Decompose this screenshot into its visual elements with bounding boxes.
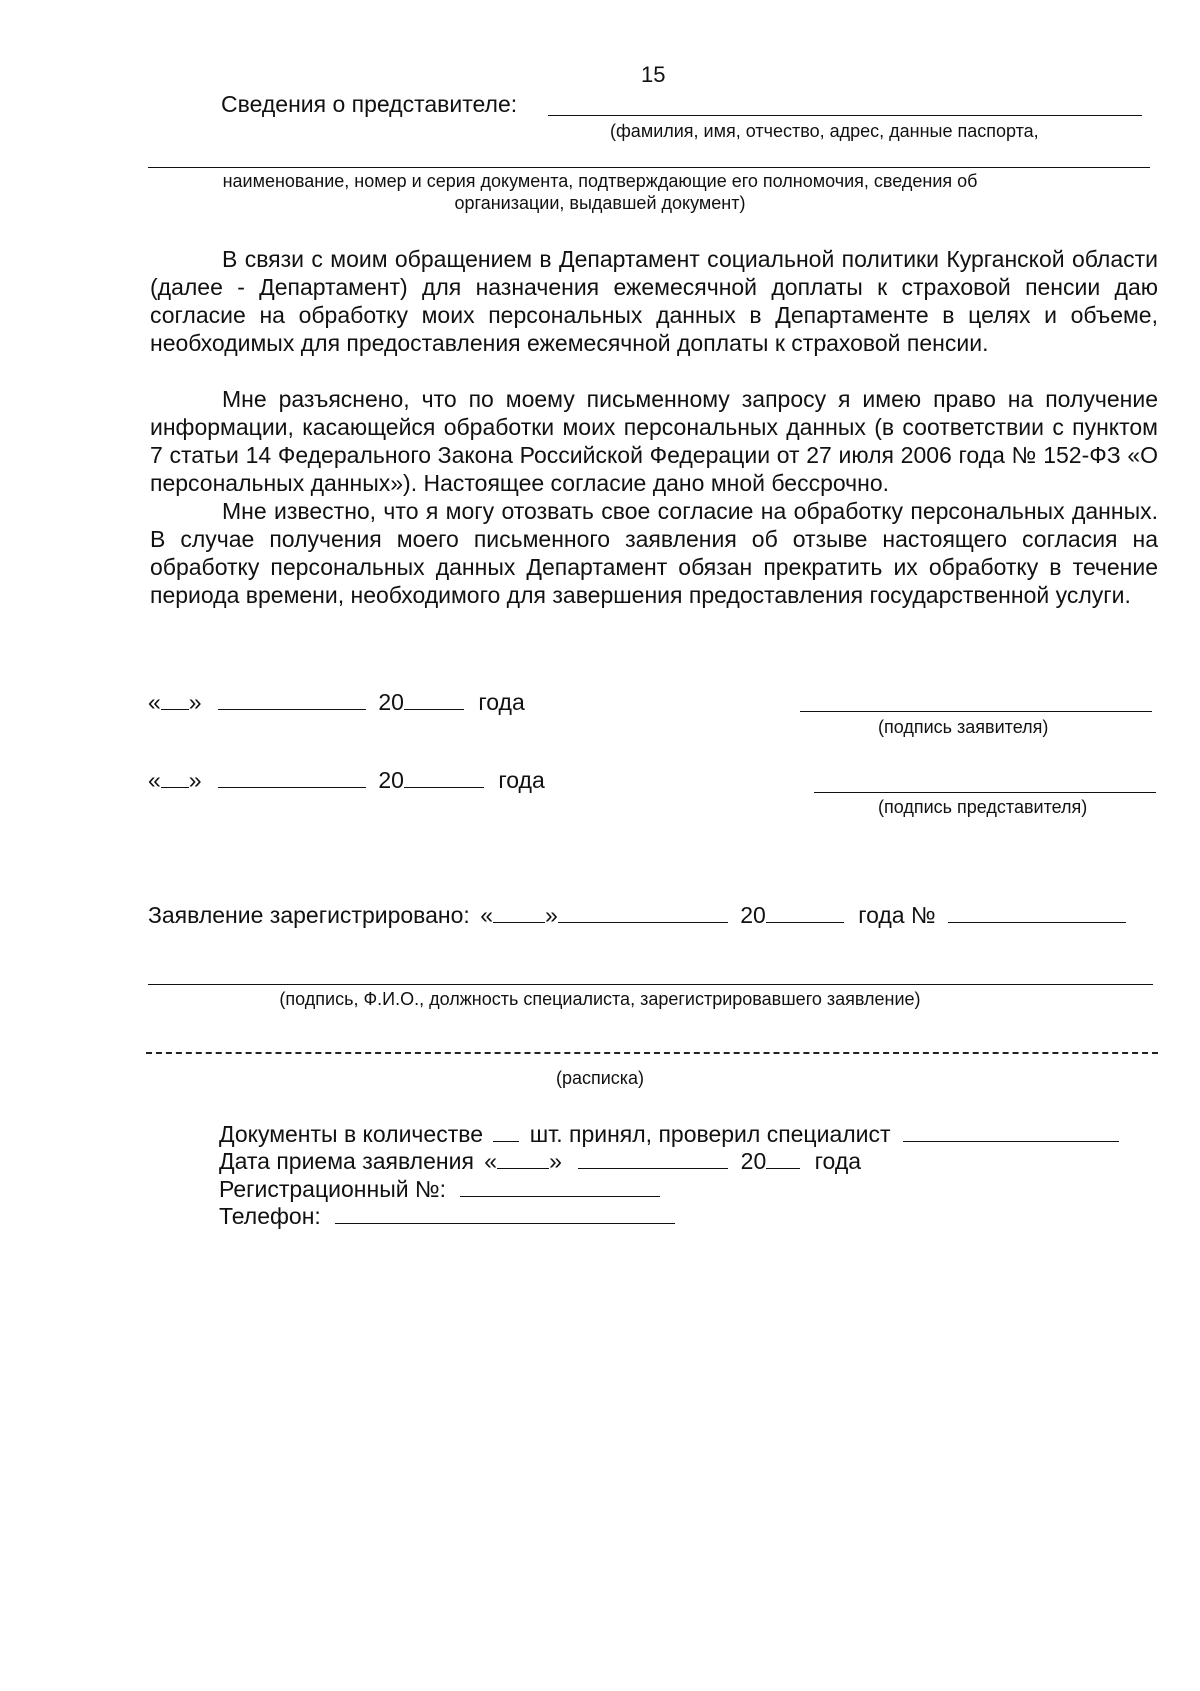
year-prefix: 20: [740, 1148, 767, 1174]
receipt-phone-row: [219, 1203, 675, 1230]
consent-paragraph-1: В связи с моим обращением в Департамент социальной политики Курганской области (далее - Департамент) для назначения ежемесячной доплаты к страховой пенсии даю согласие на обработку моих персональных данных в Департаменте в целях и объеме, необходимых для предоставления ежемесячной доплаты к страховой пенсии.: [150, 246, 1158, 356]
year-word: года: [814, 1148, 862, 1174]
representative-signature-line[interactable]: [814, 792, 1156, 793]
year-prefix: 20: [378, 689, 404, 715]
phone-field[interactable]: [335, 1222, 675, 1224]
representative-date-row: [148, 767, 545, 794]
applicant-date-row: [148, 689, 525, 716]
specialist-signature-line[interactable]: [148, 984, 1153, 985]
reg-number-field[interactable]: [948, 921, 1126, 923]
quote-close: »: [545, 902, 558, 928]
specialist-field[interactable]: [903, 1140, 1119, 1142]
registration-label: Заявление зарегистрировано:: [148, 902, 470, 928]
receipt-title: (расписка): [555, 1068, 645, 1088]
reg-month-field[interactable]: [558, 921, 728, 923]
applicant-signature-line[interactable]: [800, 711, 1152, 712]
registration-row: [148, 902, 1126, 929]
month-field[interactable]: [218, 786, 366, 788]
consent-paragraph-2: Мне разъяснено, что по моему письменному запросу я имею право на получение информации, касающейся обработки моих персональных данных (в соответствии с пунктом 7 статьи 14 Федерального Закона Российской Федерации от 27 июля 2006 года № 152-ФЗ «О персональных данных»). Настоящее согласие дано мной бессрочно.: [150, 386, 1158, 496]
cut-line: [146, 1052, 1158, 1054]
docs-prefix: Документы в количестве: [219, 1121, 483, 1147]
year-number-word: года №: [858, 902, 936, 928]
quote-close: »: [188, 689, 202, 715]
quote-open: «: [148, 689, 161, 715]
year-prefix: 20: [378, 767, 404, 793]
consent-paragraph-3: Мне известно, что я могу отозвать свое согласие на обработку персональных данных. В случае получения моего письменного заявления об отзыве настоящего согласия на обработку персональных данных Департамент обязан прекратить их обработку в течение периода времени, необходимого для завершения предоставления государственной услуги.: [150, 498, 1158, 608]
year-prefix: 20: [740, 902, 766, 928]
receipt-month-field[interactable]: [578, 1167, 728, 1169]
quote-open: «: [480, 902, 494, 928]
receipt-date-row: [219, 1148, 861, 1175]
representative-hint-1: (фамилия, имя, отчество, адрес, данные паспорта,: [610, 121, 1039, 141]
year-word: года: [498, 767, 545, 793]
day-field[interactable]: [161, 786, 189, 788]
quote-open: «: [484, 1148, 498, 1174]
date-label: Дата приема заявления: [219, 1148, 474, 1174]
receipt-docs-row: [219, 1121, 1119, 1148]
reg-year-field[interactable]: [766, 921, 844, 923]
specialist-hint: (подпись, Ф.И.О., должность специалиста, зарегистрировавшего заявление): [279, 989, 921, 1009]
representative-hint-3: организации, выдавшей документ): [454, 193, 746, 213]
receipt-year-field[interactable]: [766, 1167, 800, 1169]
docs-middle: шт. принял, проверил специалист: [529, 1121, 891, 1147]
receipt-reg-number-field[interactable]: [460, 1195, 660, 1197]
representative-input-line[interactable]: [548, 115, 1142, 116]
representative-signature-hint: (подпись представителя): [878, 797, 1088, 817]
receipt-day-field[interactable]: [497, 1167, 549, 1169]
reg-day-field[interactable]: [493, 921, 545, 923]
day-field[interactable]: [161, 708, 189, 710]
year-word: года: [478, 689, 525, 715]
applicant-signature-hint: (подпись заявителя): [878, 717, 1049, 737]
receipt-reg-row: [219, 1176, 660, 1203]
quote-open: «: [148, 767, 161, 793]
quote-close: »: [188, 767, 202, 793]
docs-count-field[interactable]: [493, 1140, 519, 1142]
reg-label: Регистрационный №:: [219, 1176, 447, 1202]
year-field[interactable]: [404, 786, 484, 788]
representative-input-line-2[interactable]: [148, 167, 1150, 168]
phone-label: Телефон:: [219, 1203, 321, 1229]
representative-label: Сведения о представителе:: [221, 91, 518, 117]
representative-hint-2: наименование, номер и серия документа, подтверждающие его полномочия, сведения об: [222, 171, 978, 191]
page-number: 15: [641, 62, 666, 87]
month-field[interactable]: [218, 708, 366, 710]
quote-close: »: [549, 1148, 562, 1174]
year-field[interactable]: [404, 708, 464, 710]
